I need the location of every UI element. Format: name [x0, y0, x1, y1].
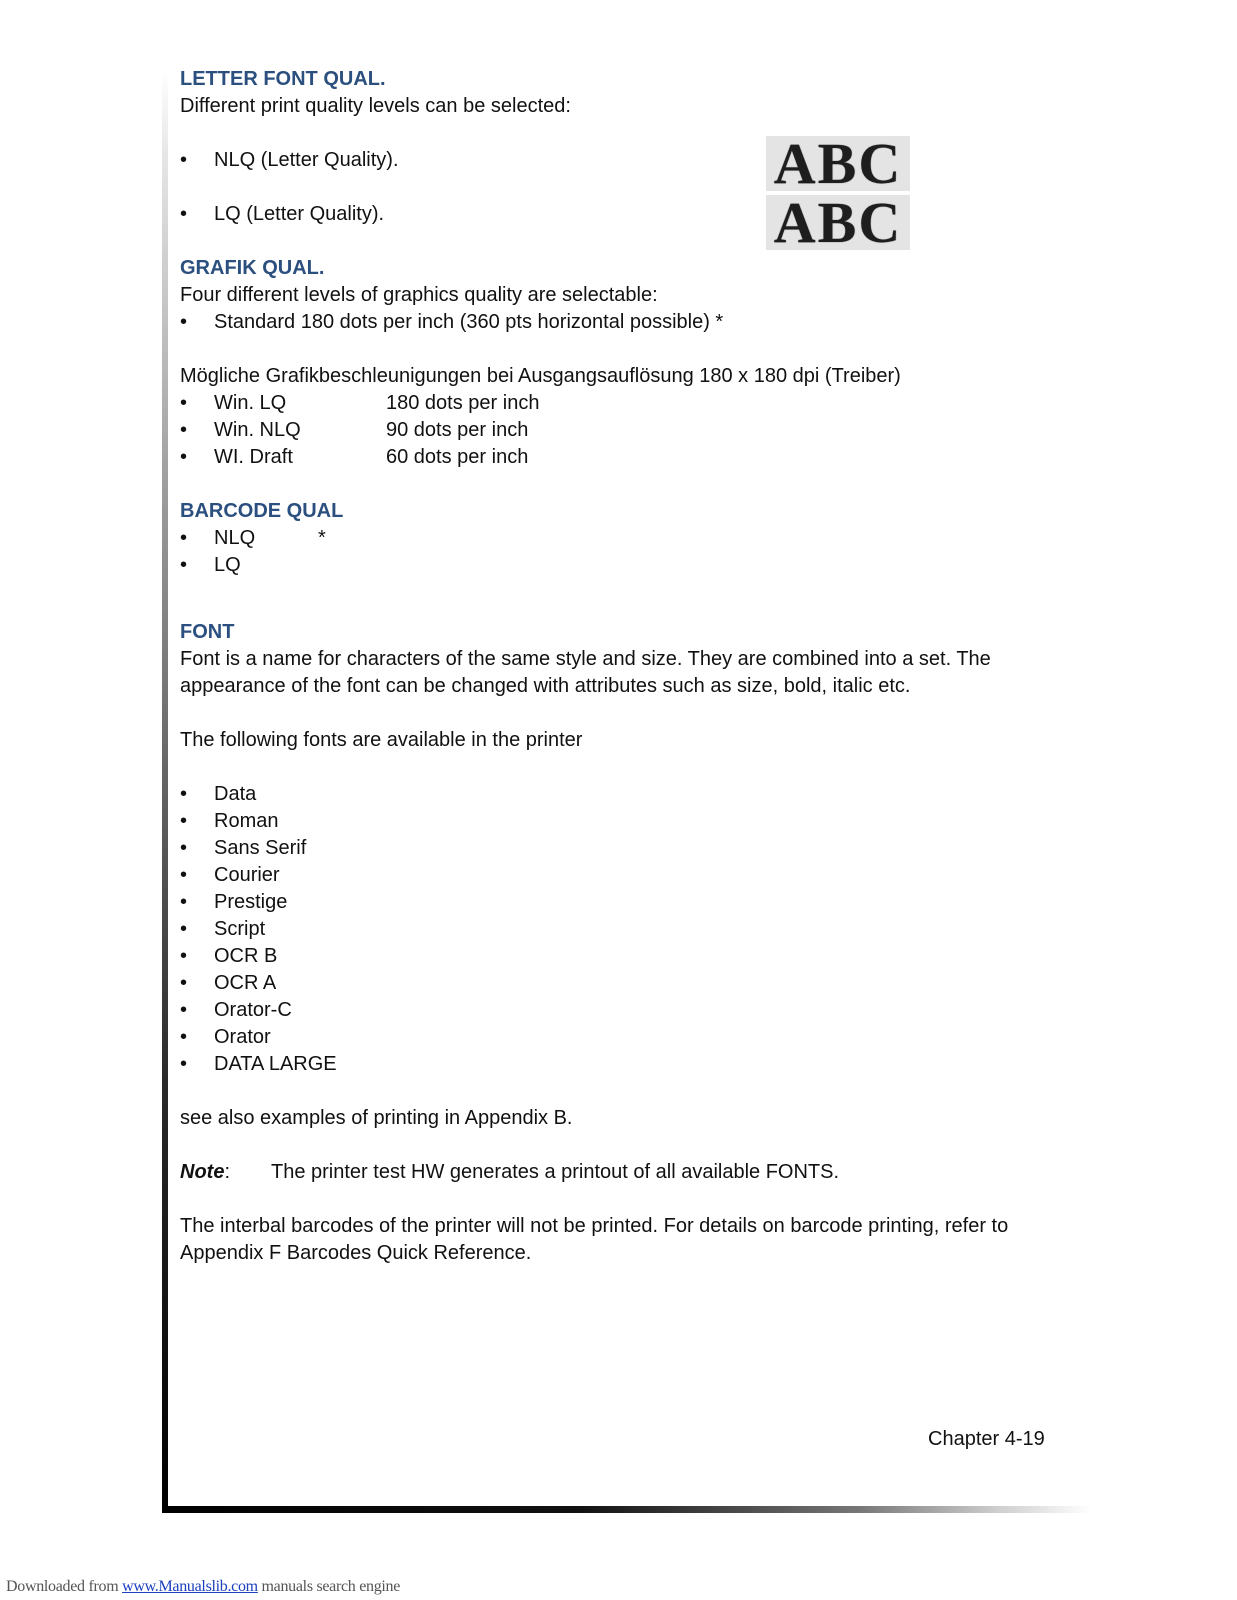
note-text: The printer test HW generates a printout of all available FONTS.	[271, 1161, 840, 1183]
grafik-accel-list	[180, 390, 1080, 471]
grafik-heading: GRAFIK QUAL.	[180, 257, 325, 279]
list-item: • LQ (Letter Quality).	[180, 201, 1080, 228]
font-list	[180, 781, 1080, 1078]
list-item: • Data	[180, 781, 1080, 808]
page-number: Chapter 4-19	[928, 1428, 1045, 1450]
letter-font-intro: Different print quality levels can be selected:	[180, 95, 571, 117]
list-item: • NLQ (Letter Quality).	[180, 147, 1080, 174]
footer-suffix: manuals search engine	[257, 1578, 401, 1595]
letter-quality-list	[180, 147, 1080, 174]
left-border-bar	[162, 70, 168, 1512]
list-item: • Script	[180, 916, 1080, 943]
accel-name: Win. LQ	[214, 392, 287, 414]
list-item: • DATA LARGE	[180, 1051, 1080, 1078]
accel-value: 180 dots per inch	[386, 392, 540, 414]
accel-value: 90 dots per inch	[386, 419, 529, 441]
accel-value: 60 dots per inch	[386, 446, 529, 468]
list-item: • Roman	[180, 808, 1080, 835]
lq-sample-text: ABC	[766, 195, 910, 250]
list-item: • OCR A	[180, 970, 1080, 997]
list-item	[180, 417, 1080, 444]
list-item: • Courier	[180, 862, 1080, 889]
list-item: • Prestige	[180, 889, 1080, 916]
list-item: • Standard 180 dots per inch (360 pts horizontal possible) *	[180, 309, 1080, 336]
barcode-mark: *	[318, 527, 326, 549]
accel-name: Win. NLQ	[214, 419, 301, 441]
list-item: • Orator	[180, 1024, 1080, 1051]
font-available-intro: The following fonts are available in the printer	[180, 729, 583, 751]
note-row	[180, 1159, 1080, 1186]
nlq-sample-text: ABC	[766, 136, 910, 191]
barcode-note: The interbal barcodes of the printer will not be printed. For details on barcode printing, refer to Appendix F Barcodes Quick Reference.	[180, 1215, 1009, 1264]
letter-quality-list-2	[180, 201, 1080, 228]
accel-name: WI. Draft	[214, 446, 293, 468]
list-item	[180, 525, 1080, 552]
font-heading: FONT	[180, 621, 235, 643]
bottom-border-bar	[162, 1506, 1092, 1513]
document-content	[180, 66, 1080, 1267]
grafik-intro: Four different levels of graphics quality are selectable:	[180, 284, 658, 306]
letter-font-heading: LETTER FONT QUAL.	[180, 68, 386, 90]
note-colon: :	[224, 1161, 231, 1183]
note-label: Note	[180, 1161, 225, 1183]
print-quality-sample-image	[766, 136, 910, 254]
list-item	[180, 444, 1080, 471]
list-item: • Orator-C	[180, 997, 1080, 1024]
list-item: • OCR B	[180, 943, 1080, 970]
barcode-name: LQ	[214, 554, 241, 576]
list-item: • Sans Serif	[180, 835, 1080, 862]
grafik-standard-list	[180, 309, 1080, 336]
barcode-heading: BARCODE QUAL	[180, 500, 344, 522]
grafik-accel-intro: Mögliche Grafikbeschleunigungen bei Ausgangsauflösung 180 x 180 dpi (Treiber)	[180, 365, 901, 387]
download-footer	[6, 1578, 400, 1596]
see-also-text: see also examples of printing in Appendix B.	[180, 1107, 573, 1129]
font-description: Font is a name for characters of the same style and size. They are combined into a set. The appearance of the font can be changed with attributes such as size, bold, italic etc.	[180, 648, 991, 697]
footer-prefix: Downloaded from	[6, 1578, 123, 1595]
manualslib-link[interactable]: www.Manualslib.com	[122, 1578, 258, 1595]
list-item	[180, 552, 1080, 579]
list-item	[180, 390, 1080, 417]
barcode-list	[180, 525, 1080, 579]
barcode-name: NLQ	[214, 527, 256, 549]
